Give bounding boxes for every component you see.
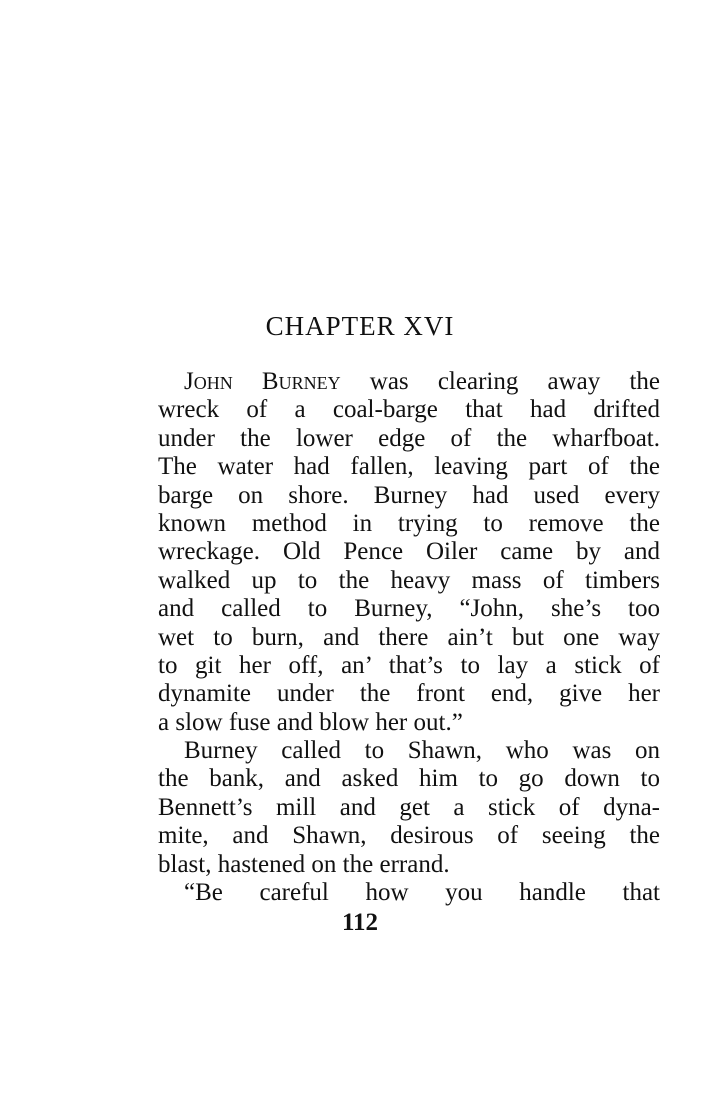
paragraph-1-line: wet to burn, and there ain’t but one way xyxy=(158,623,660,651)
paragraph-1-line: walked up to the heavy mass of timbers xyxy=(158,566,660,594)
chapter-title: CHAPTER XVI xyxy=(265,311,455,341)
paragraph-3-line: “Be careful how you handle that xyxy=(184,879,660,907)
paragraph-1-line: wreckage. Old Pence Oiler came by and xyxy=(158,538,660,566)
page-number: 112 xyxy=(341,909,379,936)
paragraph-1-line: barge on shore. Burney had used every xyxy=(158,481,660,509)
paragraph-1-line: under the lower edge of the wharfboat. xyxy=(158,424,660,452)
paragraph-1-line: dynamite under the front end, give her xyxy=(158,680,660,708)
paragraph-1-line: known method in trying to remove the xyxy=(158,509,660,537)
paragraph-1-line-1-rest: was clearing away the xyxy=(340,368,660,395)
paragraph-1-line: a slow fuse and blow her out.” xyxy=(158,708,463,736)
paragraph-1-line-1 xyxy=(158,368,660,396)
paragraph-2-line: the bank, and asked him to go down to xyxy=(158,765,660,793)
paragraph-2-line: Burney called to Shawn, who was on xyxy=(184,737,660,765)
paragraph-1-line: to git her off, an’ that’s to lay a stick of xyxy=(158,651,660,679)
paragraph-2-line: Bennett’s mill and get a stick of dyna- xyxy=(158,793,660,821)
paragraph-1-line: and called to Burney, “John, she’s too xyxy=(158,595,660,623)
body-text xyxy=(158,368,660,907)
paragraph-2-line: blast, hastened on the errand. xyxy=(158,850,450,878)
character-name-small-caps: John Burney xyxy=(184,368,341,395)
paragraph-1-line: The water had fallen, leaving part of the xyxy=(158,453,660,481)
paragraph-2-line: mite, and Shawn, desirous of seeing the xyxy=(158,822,660,850)
paragraph-1-line: wreck of a coal-barge that had drifted xyxy=(158,396,660,424)
